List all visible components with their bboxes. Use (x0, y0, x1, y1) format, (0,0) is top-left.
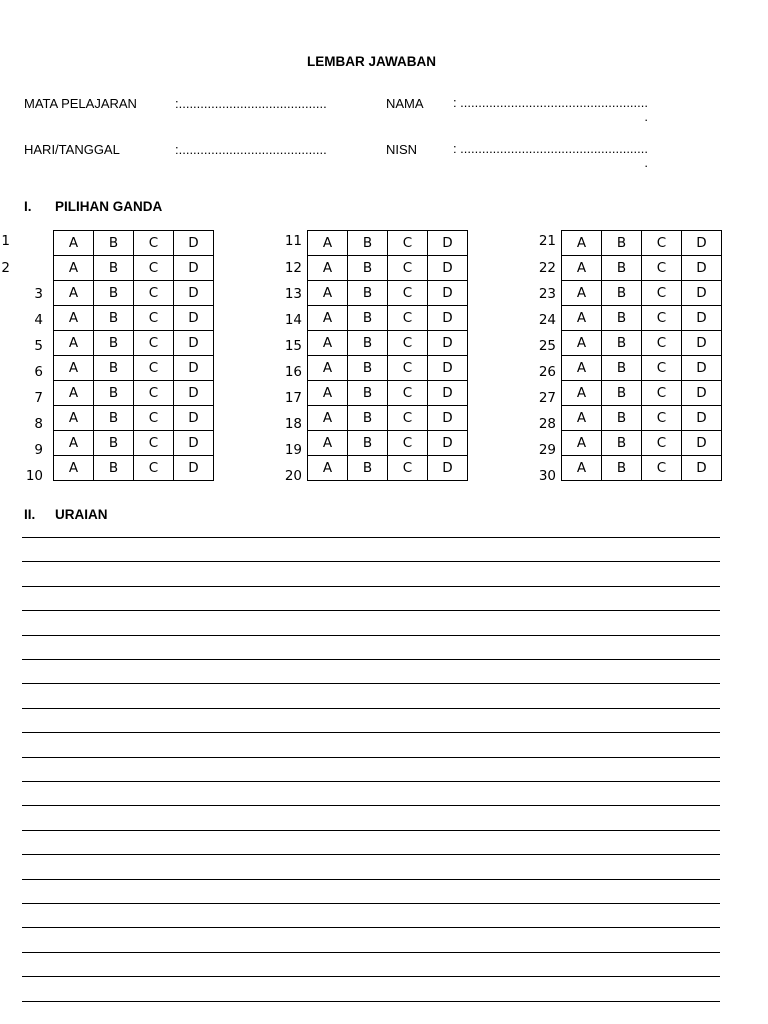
question-number: 17 (284, 390, 302, 406)
option-d-cell[interactable]: D (174, 256, 214, 281)
answer-row (308, 281, 468, 306)
option-d-cell[interactable]: D (682, 431, 722, 456)
option-a-cell[interactable]: A (54, 306, 94, 331)
option-a-cell[interactable]: A (308, 281, 348, 306)
question-number: 23 (538, 286, 556, 302)
answer-line[interactable] (22, 830, 720, 831)
question-number: 4 (34, 312, 43, 328)
answer-line[interactable] (22, 683, 720, 684)
option-a-cell[interactable]: A (54, 281, 94, 306)
answer-line[interactable] (22, 708, 720, 709)
question-number: 19 (284, 442, 302, 458)
option-c-cell[interactable]: C (642, 331, 682, 356)
option-c-cell[interactable]: C (388, 331, 428, 356)
option-d-cell[interactable]: D (682, 406, 722, 431)
answer-row (562, 331, 722, 356)
option-b-cell[interactable]: B (348, 256, 388, 281)
option-d-cell[interactable]: D (428, 356, 468, 381)
option-b-cell[interactable]: B (94, 431, 134, 456)
answer-row (54, 381, 214, 406)
option-a-cell[interactable]: A (308, 306, 348, 331)
option-d-cell[interactable]: D (682, 281, 722, 306)
option-d-cell[interactable]: D (682, 256, 722, 281)
option-a-cell[interactable]: A (562, 256, 602, 281)
answer-row (562, 456, 722, 481)
answer-grid (307, 230, 468, 481)
answer-row (562, 406, 722, 431)
answer-line[interactable] (22, 757, 720, 758)
option-b-cell[interactable]: B (602, 381, 642, 406)
answer-row (54, 231, 214, 256)
hari-tanggal-field[interactable]: :......................................... (175, 142, 327, 157)
option-b-cell[interactable]: B (94, 456, 134, 481)
answer-row (54, 331, 214, 356)
option-a-cell[interactable]: A (54, 331, 94, 356)
section-title: URAIAN (55, 507, 108, 522)
nisn-label: NISN (386, 142, 418, 157)
question-number: 28 (538, 416, 556, 432)
option-c-cell[interactable]: C (642, 406, 682, 431)
option-a-cell[interactable]: A (308, 356, 348, 381)
option-b-cell[interactable]: B (94, 256, 134, 281)
option-c-cell[interactable]: C (388, 456, 428, 481)
answer-line[interactable] (22, 879, 720, 880)
option-c-cell[interactable]: C (642, 306, 682, 331)
option-d-cell[interactable]: D (174, 431, 214, 456)
option-c-cell[interactable]: C (134, 431, 174, 456)
option-a-cell[interactable]: A (308, 331, 348, 356)
option-a-cell[interactable]: A (308, 381, 348, 406)
page-title: LEMBAR JAWABAN (306, 54, 436, 69)
option-a-cell[interactable]: A (54, 431, 94, 456)
option-d-cell[interactable]: D (174, 306, 214, 331)
answer-line[interactable] (22, 952, 720, 953)
option-a-cell[interactable]: A (54, 456, 94, 481)
answer-row (562, 356, 722, 381)
option-d-cell[interactable]: D (428, 331, 468, 356)
option-b-cell[interactable]: B (602, 306, 642, 331)
question-number: 27 (538, 390, 556, 406)
option-d-cell[interactable]: D (174, 331, 214, 356)
option-b-cell[interactable]: B (94, 381, 134, 406)
option-d-cell[interactable]: D (174, 406, 214, 431)
option-a-cell[interactable]: A (308, 256, 348, 281)
option-a-cell[interactable]: A (562, 331, 602, 356)
answer-line[interactable] (22, 635, 720, 636)
mata-pelajaran-field[interactable]: :......................................... (175, 96, 327, 111)
answer-row (54, 456, 214, 481)
answer-row (308, 381, 468, 406)
option-a-cell[interactable]: A (562, 356, 602, 381)
nama-label: NAMA (386, 96, 424, 111)
option-b-cell[interactable]: B (602, 406, 642, 431)
answer-row (562, 306, 722, 331)
option-b-cell[interactable]: B (602, 456, 642, 481)
option-d-cell[interactable]: D (428, 406, 468, 431)
option-d-cell[interactable]: D (428, 256, 468, 281)
option-c-cell[interactable]: C (134, 281, 174, 306)
option-a-cell[interactable]: A (562, 306, 602, 331)
option-c-cell[interactable]: C (134, 231, 174, 256)
section-number: I. (24, 199, 32, 214)
question-number: 1 (1, 233, 10, 249)
option-b-cell[interactable]: B (94, 281, 134, 306)
answer-row (308, 356, 468, 381)
answer-row (562, 231, 722, 256)
question-number: 29 (538, 442, 556, 458)
answer-row (308, 406, 468, 431)
option-a-cell[interactable]: A (562, 281, 602, 306)
answer-row (562, 431, 722, 456)
question-number: 5 (34, 338, 43, 354)
question-number: 7 (34, 390, 43, 406)
answer-line[interactable] (22, 976, 720, 977)
option-a-cell[interactable]: A (54, 256, 94, 281)
question-number: 14 (284, 312, 302, 328)
answer-row (54, 281, 214, 306)
option-c-cell[interactable]: C (388, 406, 428, 431)
option-b-cell[interactable]: B (348, 231, 388, 256)
answer-line[interactable] (22, 854, 720, 855)
question-number: 20 (284, 468, 302, 484)
option-b-cell[interactable]: B (348, 406, 388, 431)
answer-row (308, 331, 468, 356)
option-b-cell[interactable]: B (94, 231, 134, 256)
option-c-cell[interactable]: C (134, 306, 174, 331)
answer-row (54, 256, 214, 281)
question-number: 25 (538, 338, 556, 354)
question-number: 26 (538, 364, 556, 380)
option-b-cell[interactable]: B (602, 331, 642, 356)
option-c-cell[interactable]: C (388, 306, 428, 331)
option-a-cell[interactable]: A (562, 456, 602, 481)
mata-pelajaran-label: MATA PELAJARAN (24, 96, 137, 111)
option-d-cell[interactable]: D (428, 456, 468, 481)
nisn-field[interactable]: : .................................................... . (452, 141, 648, 170)
option-a-cell[interactable]: A (54, 381, 94, 406)
answer-line[interactable] (22, 903, 720, 904)
question-number: 16 (284, 364, 302, 380)
option-a-cell[interactable]: A (308, 431, 348, 456)
answer-row (562, 381, 722, 406)
question-number: 30 (538, 468, 556, 484)
question-number: 15 (284, 338, 302, 354)
option-c-cell[interactable]: C (642, 256, 682, 281)
option-c-cell[interactable]: C (642, 231, 682, 256)
option-b-cell[interactable]: B (348, 456, 388, 481)
answer-row (308, 431, 468, 456)
question-number: 3 (34, 286, 43, 302)
question-number: 6 (34, 364, 43, 380)
answer-line[interactable] (22, 781, 720, 782)
option-c-cell[interactable]: C (642, 381, 682, 406)
question-number: 2 (1, 260, 10, 276)
answer-row (308, 456, 468, 481)
section-title: PILIHAN GANDA (55, 199, 163, 214)
question-number: 11 (284, 233, 302, 249)
answer-line[interactable] (22, 732, 720, 733)
option-c-cell[interactable]: C (642, 281, 682, 306)
option-c-cell[interactable]: C (134, 256, 174, 281)
answer-grid (561, 230, 722, 481)
option-c-cell[interactable]: C (134, 331, 174, 356)
option-b-cell[interactable]: B (348, 306, 388, 331)
option-a-cell[interactable]: A (308, 456, 348, 481)
option-b-cell[interactable]: B (602, 431, 642, 456)
question-number: 8 (34, 416, 43, 432)
answer-line[interactable] (22, 659, 720, 660)
option-b-cell[interactable]: B (94, 306, 134, 331)
section-number: II. (24, 507, 36, 522)
option-c-cell[interactable]: C (388, 381, 428, 406)
answer-line[interactable] (22, 586, 720, 587)
option-b-cell[interactable]: B (602, 256, 642, 281)
option-c-cell[interactable]: C (134, 381, 174, 406)
question-number: 21 (538, 233, 556, 249)
option-c-cell[interactable]: C (134, 406, 174, 431)
answer-line[interactable] (22, 927, 720, 928)
option-d-cell[interactable]: D (428, 306, 468, 331)
nama-field[interactable]: : .................................................... . (452, 95, 648, 124)
answer-row (308, 231, 468, 256)
question-number: 13 (284, 286, 302, 302)
option-b-cell[interactable]: B (602, 356, 642, 381)
option-d-cell[interactable]: D (682, 331, 722, 356)
option-a-cell[interactable]: A (562, 406, 602, 431)
option-d-cell[interactable]: D (682, 231, 722, 256)
option-b-cell[interactable]: B (348, 356, 388, 381)
option-d-cell[interactable]: D (174, 381, 214, 406)
question-number: 9 (34, 442, 43, 458)
option-d-cell[interactable]: D (428, 381, 468, 406)
option-b-cell[interactable]: B (94, 331, 134, 356)
option-b-cell[interactable]: B (602, 281, 642, 306)
question-number: 10 (25, 468, 43, 484)
answer-row (308, 306, 468, 331)
option-c-cell[interactable]: C (134, 356, 174, 381)
option-b-cell[interactable]: B (348, 331, 388, 356)
question-number: 18 (284, 416, 302, 432)
option-d-cell[interactable]: D (682, 356, 722, 381)
answer-line[interactable] (22, 1001, 720, 1002)
option-b-cell[interactable]: B (602, 231, 642, 256)
option-b-cell[interactable]: B (94, 406, 134, 431)
option-c-cell[interactable]: C (388, 281, 428, 306)
answer-line[interactable] (22, 561, 720, 562)
option-d-cell[interactable]: D (174, 231, 214, 256)
option-a-cell[interactable]: A (54, 231, 94, 256)
option-c-cell[interactable]: C (388, 431, 428, 456)
answer-line[interactable] (22, 805, 720, 806)
option-b-cell[interactable]: B (348, 431, 388, 456)
option-d-cell[interactable]: D (682, 306, 722, 331)
option-d-cell[interactable]: D (682, 381, 722, 406)
option-a-cell[interactable]: A (308, 406, 348, 431)
answer-row (562, 256, 722, 281)
question-number: 22 (538, 260, 556, 276)
answer-line[interactable] (22, 610, 720, 611)
option-a-cell[interactable]: A (308, 231, 348, 256)
question-number: 24 (538, 312, 556, 328)
answer-row (54, 356, 214, 381)
option-d-cell[interactable]: D (428, 231, 468, 256)
option-c-cell[interactable]: C (388, 231, 428, 256)
option-c-cell[interactable]: C (642, 456, 682, 481)
answer-row (54, 306, 214, 331)
option-a-cell[interactable]: A (562, 431, 602, 456)
answer-line[interactable] (22, 537, 720, 538)
option-a-cell[interactable]: A (54, 406, 94, 431)
option-b-cell[interactable]: B (348, 381, 388, 406)
option-a-cell[interactable]: A (562, 231, 602, 256)
option-c-cell[interactable]: C (388, 356, 428, 381)
answer-row (308, 256, 468, 281)
option-d-cell[interactable]: D (682, 456, 722, 481)
option-b-cell[interactable]: B (94, 356, 134, 381)
option-d-cell[interactable]: D (428, 281, 468, 306)
option-d-cell[interactable]: D (174, 281, 214, 306)
option-c-cell[interactable]: C (642, 356, 682, 381)
answer-row (54, 406, 214, 431)
option-c-cell[interactable]: C (134, 456, 174, 481)
option-d-cell[interactable]: D (174, 356, 214, 381)
option-d-cell[interactable]: D (428, 431, 468, 456)
answer-row (562, 281, 722, 306)
option-b-cell[interactable]: B (348, 281, 388, 306)
answer-row (54, 431, 214, 456)
option-a-cell[interactable]: A (562, 381, 602, 406)
option-c-cell[interactable]: C (642, 431, 682, 456)
hari-tanggal-label: HARI/TANGGAL (24, 142, 120, 157)
option-a-cell[interactable]: A (54, 356, 94, 381)
question-number: 12 (284, 260, 302, 276)
option-d-cell[interactable]: D (174, 456, 214, 481)
answer-grid (53, 230, 214, 481)
option-c-cell[interactable]: C (388, 256, 428, 281)
